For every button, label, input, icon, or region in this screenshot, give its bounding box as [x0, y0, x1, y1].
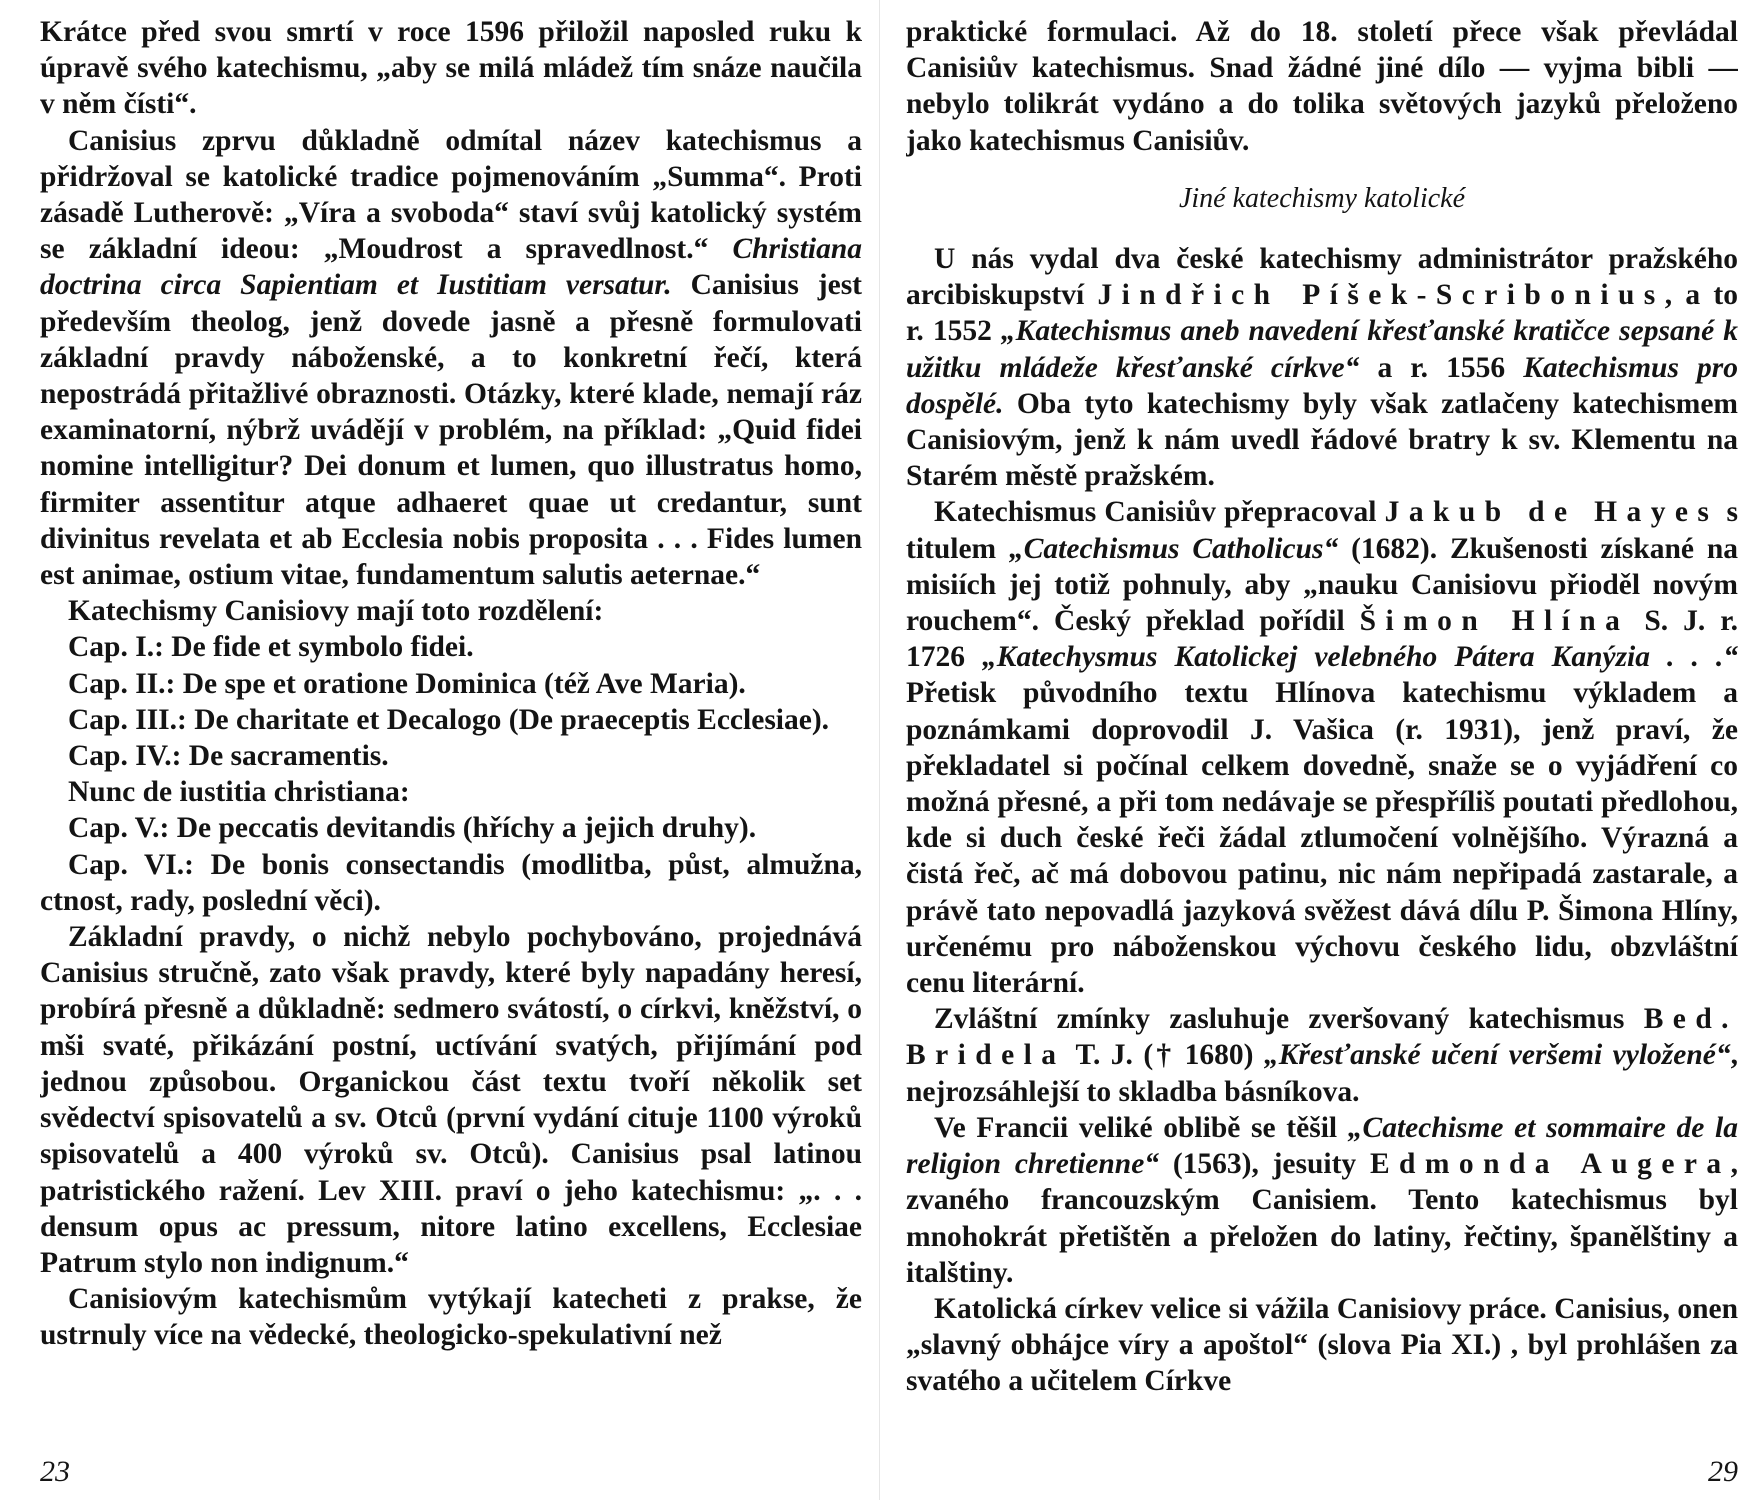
chapter-line: Cap. IV.: De sacramentis. [68, 740, 389, 773]
paragraph: Canisiovým katechismům vytýkají katecheti z prakse, že ustrnuly více na vědecké, theologicko-spekulativní než [40, 1283, 862, 1352]
chapter-line: Cap. III.: De charitate et Decalogo (De praeceptis Ecclesiae). [68, 703, 830, 736]
page-number: 29 [1708, 1455, 1738, 1488]
paragraph: praktické formulaci. Až do 18. století přece však převládal Canisiův katechismus. Snad žádné jiné dílo — vyjma bibli — nebylo tolikrát vydáno a do tolika světových jazyků přeloženo jako katechismus Canisiův. [906, 16, 1738, 157]
book-title: „Catechismus Catholicus“ [1008, 532, 1339, 565]
paragraph: Zvláštní zmínky zasluhuje zveršovaný katechismus Bed. Bridela T. J. († 1680) „Křesťanské učení veršemi vyložené“, nejrozsáhlejší to skladba básníkova. [906, 1003, 1738, 1108]
section-heading: Jiné katechismy katolické [1178, 182, 1466, 214]
person-name: Jakub de Hayes [1384, 496, 1719, 529]
person-name: Jindřich Píšek-Scribonius [1097, 279, 1665, 312]
person-name: Bed. Bridela [906, 1003, 1738, 1072]
book-title: „Katechismus aneb navedení křesťanské kratičce sepsané k užitku mládeže křesťanské církve“ [906, 315, 1738, 384]
paragraph: Základní pravdy, o nichž nebylo pochybováno, projednává Canisius stručně, zato však pravdy, které byly napadány heresí, probírá přesně a důkladně: sedmero svátostí, o církvi, kněžství, o mši svaté, přikázání postní, uctívání svatých, přijímání pod jednou způsobou. Organickou část textu tvoří několik set svědectví spisovatelů a sv. Otců (první vydání cituje 1100 výroků spisovatelů a 400 výroků sv. Otců). Canisius psal latinou patristického ražení. Lev XIII. praví o jeho katechismu: „. . . densum opus ac pressum, nitore latino excellens, Ecclesiae Patrum stylo non indignum.“ [40, 921, 862, 1279]
person-name: Edmonda Augera [1369, 1148, 1731, 1181]
book-title: „Katechysmus Katolickej velebného Pátera Kanýzia . . .“ [982, 641, 1738, 674]
right-text-column [906, 14, 1738, 1444]
paragraph: Katechismus Canisiův přepracoval Jakub de Hayes s titulem „Catechismus Catholicus“ (1682). Zkušenosti získané na misiích jej totiž pohnuly, aby „nauku Canisiovu přioděl novým rouchem“. Český překlad pořídil Šimon Hlína S. J. r. 1726 „Katechysmus Katolickej velebného Pátera Kanýzia . . .“ Přetisk původního textu Hlínova katechismu výkladem a poznámkami doprovodil J. Vašica (r. 1931), jenž praví, že překladatel si počínal celkem dovedně, snaže se o vyjádření co možná přesné, a při tom nedávaje se přespříliš poutati předlohou, kde si duch české řeči žádal ztlumočení volnějšího. Výrazná a čistá řeč, ač má dobovou patinu, nic nám nepřipadá zastarale, a právě tato nepovadlá jazyková svěžest dává dílu P. Šimona Hlíny, určenému pro náboženskou výchovu českého lidu, obzvláštní cenu literární. [906, 496, 1738, 1000]
paragraph: Katechismy Canisiovy mají toto rozdělení: [68, 595, 604, 628]
person-name: Šimon Hlína [1359, 605, 1630, 638]
latin-quote: Christiana doctrina circa Sapientiam et Iustitiam versatur. [40, 233, 862, 302]
paragraph: Katolická církev velice si vážila Canisiovy práce. Canisius, onen „slavný obhájce víry a apoštol“ (slova Pia XI.) , byl prohlášen za svatého a učitelem Církve [906, 1292, 1738, 1398]
paragraph: U nás vydal dva české katechismy administrátor pražského arcibiskupství Jindřich Píšek-Scribonius, a to r. 1552 „Katechismus aneb navedení křesťanské kratičce sepsané k užitku mládeže křesťanské církve“ a r. 1556 Katechismus pro dospělé. Oba tyto katechismy byly však zatlačeny katechismem Canisiovým, jenž k nám uvedl řádové bratry k sv. Klementu na Starém městě pražském. [906, 243, 1738, 493]
right-page [880, 0, 1760, 1500]
paragraph: Canisius zprvu důkladně odmítal název katechismus a přidržoval se katolické tradice pojmenováním „Summa“. Proti zásadě Lutherově: „Víra a svoboda“ staví svůj katolický systém se základní ideou: „Moudrost a spravedlnost.“ Christiana doctrina circa Sapientiam et Iustitiam versatur. Canisius jest především theolog, jenž dovede jasně a přesně formulovati základní pravdy náboženské, a to konkretní řečí, která nepostrádá přitažlivé obraznosti. Otázky, které klade, nemají ráz examinatorní, nýbrž uvádějí v problém, na příklad: „Quid fidei nomine intelligitur? Dei donum et lumen, quo illustratus homo, firmiter assentitur atque adhaeret quae ut credantur, sunt divinitus revelata et ab Ecclesia nobis proposita . . . Fides lumen est animae, ostium vitae, fundamentum salutis aeternae.“ [40, 124, 862, 592]
book-title: „Křesťanské učení veršemi vyložené“ [1264, 1039, 1731, 1072]
paragraph: Krátce před svou smrtí v roce 1596 přiložil naposled ruku k úpravě svého katechismu, „aby se milá mládež tím snáze naučila v něm čísti“. [40, 16, 862, 121]
book-title: „Catechisme et sommaire de la religion chretienne“ [906, 1111, 1738, 1181]
chapter-line: Cap. V.: De peccatis devitandis (hříchy a jejich druhy). [68, 812, 757, 845]
page-number: 23 [40, 1455, 70, 1488]
chapter-line: Cap. I.: De fide et symbolo fidei. [68, 631, 474, 664]
chapter-line: Nunc de iustitia christiana: [68, 776, 410, 809]
book-title: Katechismus pro dospělé. [906, 351, 1738, 420]
paragraph: Ve Francii veliké oblibě se těšil „Catechisme et sommaire de la religion chretienne“ (1563), jesuity Edmonda Augera, zvaného francouzským Canisiem. Tento katechismus byl mnohokrát přetištěn a přeložen do latiny, řečtiny, španělštiny a italštiny. [906, 1111, 1738, 1289]
left-text-column [40, 14, 862, 1444]
chapter-line: Cap. II.: De spe et oratione Dominica (též Ave Maria). [68, 667, 746, 700]
chapter-line: Cap. VI.: De bonis consectandis (modlitba, půst, almužna, ctnost, rady, poslední věci). [40, 848, 862, 917]
